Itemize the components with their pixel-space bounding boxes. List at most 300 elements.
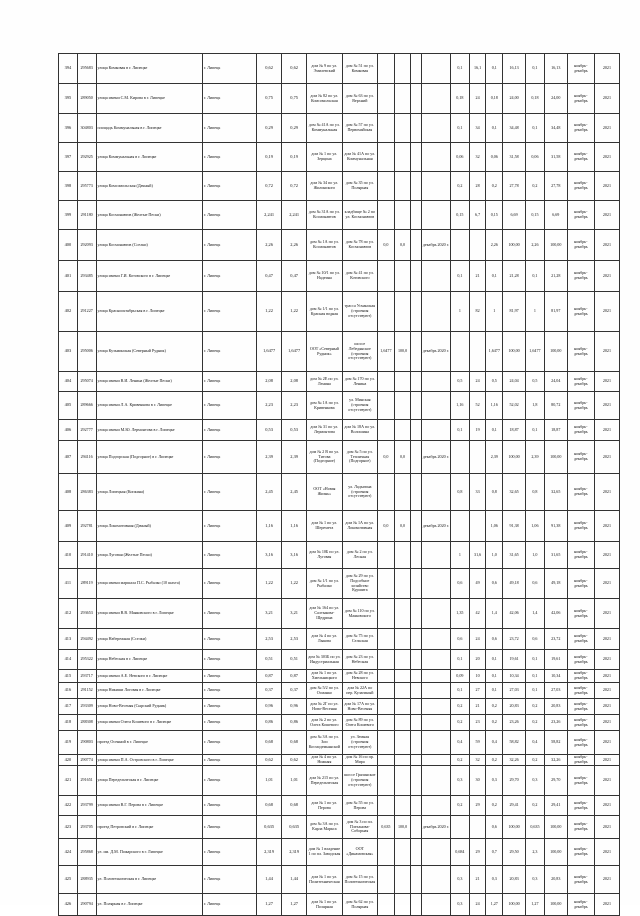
done-date-cell — [421, 292, 450, 332]
table-row — [59, 420, 620, 441]
row-number-cell: 397 — [59, 143, 78, 172]
total-percent-cell: 16,13 — [503, 54, 526, 84]
street-length-cell: 3,16 — [257, 542, 282, 569]
final-percent-cell: 27,78 — [544, 172, 567, 201]
row-number-cell: 402 — [59, 292, 78, 332]
done-date-cell — [421, 261, 450, 292]
street-length-cell: 0,68 — [257, 796, 282, 816]
city-name-cell: г. Липецк — [202, 894, 256, 916]
work-period-cell: ноябрь-декабрь — [567, 114, 594, 143]
done-date-cell — [421, 372, 450, 392]
street-code-cell: 289119 — [77, 569, 96, 599]
street-name-cell: улица Небесная в г. Липецке — [96, 650, 202, 670]
work-period-cell: ноябрь-декабрь — [567, 731, 594, 755]
total-percent-cell: 100,00 — [503, 230, 526, 261]
city-name-cell: г. Липецк — [202, 420, 256, 441]
plan-length-cell: 1,35 — [451, 599, 470, 629]
plan-percent-cell: 30 — [469, 766, 486, 796]
table-row — [59, 392, 620, 420]
city-name-cell: г. Липецк — [202, 114, 256, 143]
work-year-cell: 2021 — [594, 894, 619, 916]
repair-length-cell: 2,319 — [282, 839, 307, 866]
work-year-cell: 2021 — [594, 731, 619, 755]
done-date-cell — [421, 392, 450, 420]
final-percent-cell: 23,72 — [544, 629, 567, 650]
segment-start-cell: дом № 1 по ул. Перова — [307, 796, 342, 816]
spacer-cell — [411, 755, 421, 766]
done-date-cell: декабрь 2020 г. — [421, 230, 450, 261]
row-number-cell: 426 — [59, 894, 78, 916]
city-name-cell: г. Липецк — [202, 599, 256, 629]
total-percent-cell: 91,38 — [503, 511, 526, 542]
street-length-cell: 3,21 — [257, 599, 282, 629]
plan-length-cell — [451, 816, 470, 839]
plan-length-cell: 0,2 — [451, 172, 470, 201]
plan-length-cell: 0,2 — [451, 699, 470, 715]
repair-length-cell: 0,37 — [282, 683, 307, 699]
work-year-cell: 2021 — [594, 172, 619, 201]
plan-length-cell: 0,4 — [451, 731, 470, 755]
done-percent-cell: 0,0 — [394, 511, 411, 542]
street-repair-register-table — [58, 53, 620, 916]
total-length-cell: 0,1 — [486, 114, 503, 143]
street-name-cell: улица имени маршала П.С. Рыбалко (10 шахта) — [96, 569, 202, 599]
street-length-cell: 0,62 — [257, 54, 282, 84]
city-name-cell: г. Липецк — [202, 332, 256, 372]
street-code-cell: 294116 — [77, 441, 96, 474]
plan-length-cell: 0,3 — [451, 866, 470, 894]
segment-start-cell: дом № 34 по ул. Жилинского — [307, 172, 342, 201]
total-length-cell: 0,1 — [486, 650, 503, 670]
done-percent-cell — [394, 766, 411, 796]
row-number-cell: 401 — [59, 261, 78, 292]
final-percent-cell: 31,58 — [544, 143, 567, 172]
spacer-cell — [411, 392, 421, 420]
spacer-cell — [411, 261, 421, 292]
street-length-cell: 1,44 — [257, 866, 282, 894]
street-code-cell: 293309 — [77, 699, 96, 715]
total-length-cell: 0,6 — [486, 629, 503, 650]
segment-end-cell: трасса Усманская (строения отсутствуют) — [342, 292, 377, 332]
spacer-cell — [411, 511, 421, 542]
city-name-cell: г. Липецк — [202, 261, 256, 292]
street-code-cell: 292093 — [77, 230, 96, 261]
total-length-cell: 0,5 — [486, 372, 503, 392]
done-date-cell — [421, 599, 450, 629]
segment-end-cell: дом № 41А по ул. Коммунальная — [342, 143, 377, 172]
segment-end-cell: дом № 35 по ул. Полярная — [342, 172, 377, 201]
work-period-cell: ноябрь-декабрь — [567, 261, 594, 292]
total-percent-cell: 20,83 — [503, 866, 526, 894]
done-percent-cell: 100,0 — [394, 332, 411, 372]
table-row — [59, 699, 620, 715]
street-name-cell: улица Краснооктябрьская в г. Липецке — [96, 292, 202, 332]
row-number-cell: 419 — [59, 731, 78, 755]
segment-end-cell: дом № 29 по ул. Подсобное хозяйство Куршита — [342, 569, 377, 599]
segment-start-cell: дом № 1А по ул. Кривенкова — [307, 392, 342, 420]
work-year-cell: 2021 — [594, 670, 619, 683]
work-period-cell: ноябрь-декабрь — [567, 650, 594, 670]
city-name-cell: г. Липецк — [202, 699, 256, 715]
city-name-cell: г. Липецк — [202, 796, 256, 816]
done-length-cell: 1,6477 — [378, 332, 395, 372]
spacer-cell — [411, 816, 421, 839]
total-length-cell: 1,0 — [486, 542, 503, 569]
segment-end-cell: дом № 22А по пер. Кулагиный — [342, 683, 377, 699]
city-name-cell: г. Липецк — [202, 683, 256, 699]
final-length-cell: 0,1 — [526, 54, 545, 84]
table-row — [59, 650, 620, 670]
spacer-cell — [411, 839, 421, 866]
row-number-cell: 398 — [59, 172, 78, 201]
street-name-cell: улица имени В.В. Маяковского в г. Липецке — [96, 599, 202, 629]
street-code-cell: 290794 — [77, 894, 96, 916]
table-row — [59, 670, 620, 683]
row-number-cell: 425 — [59, 866, 78, 894]
plan-length-cell: 0,3 — [451, 766, 470, 796]
work-year-cell: 2021 — [594, 766, 619, 796]
table-row — [59, 511, 620, 542]
spacer-cell — [411, 670, 421, 683]
final-percent-cell: 100,00 — [544, 332, 567, 372]
repair-length-cell: 0,635 — [282, 816, 307, 839]
row-number-cell: 400 — [59, 230, 78, 261]
final-percent-cell: 29,70 — [544, 766, 567, 796]
segment-start-cell: дом № 31А по ул. Космонавтов — [307, 201, 342, 230]
segment-start-cell: дом № 5/2 по ул. Османко — [307, 683, 342, 699]
row-number-cell: 412 — [59, 599, 78, 629]
plan-length-cell: 1,16 — [451, 392, 470, 420]
spacer-cell — [411, 201, 421, 230]
total-percent-cell: 19,61 — [503, 650, 526, 670]
done-percent-cell — [394, 114, 411, 143]
final-percent-cell: 21,28 — [544, 261, 567, 292]
segment-start-cell: дом № 1 по ул. Политехническая — [307, 866, 342, 894]
street-name-cell: улица имени С.М. Кирова в г. Липецке — [96, 84, 202, 114]
final-length-cell: 0,15 — [526, 201, 545, 230]
street-code-cell: 288935 — [77, 866, 96, 894]
street-code-cell: 304803 — [77, 114, 96, 143]
street-code-cell: 293485 — [77, 261, 96, 292]
street-length-cell: 1,6477 — [257, 332, 282, 372]
total-percent-cell: 24,00 — [503, 84, 526, 114]
street-name-cell: ул. Политехническая в г. Липецке — [96, 866, 202, 894]
done-length-cell — [378, 420, 395, 441]
street-length-cell: 2,26 — [257, 230, 282, 261]
done-date-cell — [421, 650, 450, 670]
work-period-cell: ноябрь-декабрь — [567, 755, 594, 766]
repair-length-cell: 0,68 — [282, 731, 307, 755]
work-period-cell: ноябрь-декабрь — [567, 715, 594, 731]
total-percent-cell: 23,26 — [503, 715, 526, 731]
total-length-cell: 0,6 — [486, 816, 503, 839]
segment-start-cell: дом № 1 владение 1 по пл. Заводская — [307, 839, 342, 866]
work-year-cell: 2021 — [594, 599, 619, 629]
city-name-cell: г. Липецк — [202, 474, 256, 511]
work-period-cell: ноябрь-декабрь — [567, 143, 594, 172]
plan-length-cell: 0,2 — [451, 796, 470, 816]
done-length-cell — [378, 670, 395, 683]
done-length-cell — [378, 766, 395, 796]
repair-length-cell: 0,96 — [282, 699, 307, 715]
segment-start-cell: дом № 3А по ул. Зои Космодемьянской — [307, 731, 342, 755]
street-name-cell: улица Комсомольская (Дачный) — [96, 172, 202, 201]
plan-percent-cell: 21 — [469, 261, 486, 292]
street-name-cell: улица Подгорская (Подгорное) в г. Липецке — [96, 441, 202, 474]
plan-length-cell: 0,1 — [451, 683, 470, 699]
done-length-cell — [378, 372, 395, 392]
final-length-cell: 0,1 — [526, 114, 545, 143]
work-period-cell: ноябрь-декабрь — [567, 670, 594, 683]
work-year-cell: 2021 — [594, 542, 619, 569]
work-year-cell: 2021 — [594, 650, 619, 670]
table-row — [59, 372, 620, 392]
final-length-cell: 0,2 — [526, 755, 545, 766]
segment-start-cell: дом № 3А по ул. Карла Маркса — [307, 816, 342, 839]
segment-end-cell: шоссе Грязинское (строения отсутствуют) — [342, 766, 377, 796]
table-row — [59, 766, 620, 796]
done-date-cell — [421, 683, 450, 699]
segment-start-cell: ООТ «Новая Жизнь» — [307, 474, 342, 511]
done-date-cell — [421, 670, 450, 683]
segment-start-cell: дом № 4 по ул. Лыкова — [307, 629, 342, 650]
total-percent-cell: 29,41 — [503, 796, 526, 816]
table-row — [59, 201, 620, 230]
total-length-cell: 1 — [486, 292, 503, 332]
work-period-cell: ноябрь-декабрь — [567, 699, 594, 715]
done-date-cell — [421, 201, 450, 230]
street-name-cell: улица имени П.А. Островского в г. Липецке — [96, 755, 202, 766]
segment-start-cell: дом № 164 по ул. Салтыкова-Щедрина — [307, 599, 342, 629]
row-number-cell: 407 — [59, 441, 78, 474]
segment-start-cell: дом № 1 по ул. Хмельницкого — [307, 670, 342, 683]
work-period-cell: ноябрь-декабрь — [567, 816, 594, 839]
final-percent-cell: 10,34 — [544, 670, 567, 683]
repair-length-cell: 2,241 — [282, 201, 307, 230]
row-number-cell: 394 — [59, 54, 78, 84]
plan-length-cell: 1 — [451, 292, 470, 332]
row-number-cell: 405 — [59, 392, 78, 420]
city-name-cell: г. Липецк — [202, 392, 256, 420]
plan-length-cell: 1 — [451, 542, 470, 569]
total-length-cell: 0,2 — [486, 796, 503, 816]
total-length-cell: 0,2 — [486, 699, 503, 715]
plan-percent-cell: 24 — [469, 894, 486, 916]
spacer-cell — [411, 372, 421, 392]
street-name-cell: улица Луговая (Желтые Пески) — [96, 542, 202, 569]
repair-length-cell: 0,19 — [282, 143, 307, 172]
total-length-cell: 0,1 — [486, 420, 503, 441]
plan-percent-cell: 6,7 — [469, 201, 486, 230]
done-percent-cell: 0,0 — [394, 441, 411, 474]
total-length-cell: 1,6477 — [486, 332, 503, 372]
street-length-cell: 1,27 — [257, 894, 282, 916]
plan-length-cell — [451, 332, 470, 372]
done-percent-cell — [394, 650, 411, 670]
street-code-cell: 295322 — [77, 650, 96, 670]
final-length-cell: 1,06 — [526, 511, 545, 542]
total-percent-cell: 10,34 — [503, 670, 526, 683]
plan-percent-cell: 24 — [469, 372, 486, 392]
final-length-cell: 0,8 — [526, 474, 545, 511]
segment-end-cell: ул. Земная (строения отсутствуют) — [342, 731, 377, 755]
done-date-cell: декабрь 2020 г. — [421, 332, 450, 372]
street-length-cell: 0,47 — [257, 261, 282, 292]
plan-percent-cell: 33 — [469, 474, 486, 511]
street-name-cell: улица имени В.И. Ленина (Желтые Пески) — [96, 372, 202, 392]
street-length-cell: 0,75 — [257, 84, 282, 114]
work-year-cell: 2021 — [594, 332, 619, 372]
street-code-cell: 290803 — [77, 731, 96, 755]
city-name-cell: г. Липецк — [202, 731, 256, 755]
final-percent-cell: 58,82 — [544, 731, 567, 755]
final-percent-cell: 20,83 — [544, 699, 567, 715]
city-name-cell: г. Липецк — [202, 54, 256, 84]
done-percent-cell — [394, 839, 411, 866]
final-length-cell: 2,39 — [526, 441, 545, 474]
done-length-cell — [378, 699, 395, 715]
segment-end-cell: дом № 89 по ул. Олега Кошевого — [342, 715, 377, 731]
plan-percent-cell: 21 — [469, 866, 486, 894]
spacer-cell — [411, 54, 421, 84]
done-length-cell — [378, 796, 395, 816]
plan-length-cell — [451, 441, 470, 474]
final-percent-cell: 100,00 — [544, 441, 567, 474]
repair-length-cell: 1,27 — [282, 894, 307, 916]
repair-length-cell: 3,21 — [282, 599, 307, 629]
row-number-cell: 403 — [59, 332, 78, 372]
segment-end-cell: дом № 170 по ул. Ленина — [342, 372, 377, 392]
spacer-cell — [411, 699, 421, 715]
work-period-cell: ноябрь-декабрь — [567, 392, 594, 420]
repair-length-cell: 0,72 — [282, 172, 307, 201]
city-name-cell: г. Липецк — [202, 372, 256, 392]
total-length-cell: 0,3 — [486, 766, 503, 796]
done-length-cell — [378, 114, 395, 143]
done-percent-cell: 100,0 — [394, 816, 411, 839]
plan-length-cell: 0,18 — [451, 84, 470, 114]
spacer-cell — [411, 172, 421, 201]
total-percent-cell: 49,18 — [503, 569, 526, 599]
segment-end-cell: дом № 57 по ул. Первомайская — [342, 114, 377, 143]
done-length-cell — [378, 839, 395, 866]
street-length-cell: 0,62 — [257, 755, 282, 766]
city-name-cell: г. Липецк — [202, 715, 256, 731]
street-length-cell: 0,87 — [257, 670, 282, 683]
spacer-cell — [411, 766, 421, 796]
row-number-cell: 406 — [59, 420, 78, 441]
street-length-cell: 1,16 — [257, 511, 282, 542]
final-percent-cell: 100,00 — [544, 230, 567, 261]
done-length-cell — [378, 292, 395, 332]
plan-length-cell — [451, 511, 470, 542]
street-code-cell: 291227 — [77, 292, 96, 332]
work-period-cell: ноябрь-декабрь — [567, 201, 594, 230]
plan-percent-cell: 52 — [469, 392, 486, 420]
table-row — [59, 54, 620, 84]
row-number-cell: 404 — [59, 372, 78, 392]
total-percent-cell: 31,58 — [503, 143, 526, 172]
street-code-cell: 291410 — [77, 542, 96, 569]
street-length-cell: 0,51 — [257, 650, 282, 670]
street-code-cell: 295683 — [77, 54, 96, 84]
segment-start-cell: дом № 1/1 по ул. Рыбалко — [307, 569, 342, 599]
repair-length-cell: 0,62 — [282, 755, 307, 766]
city-name-cell: г. Липецк — [202, 230, 256, 261]
street-length-cell: 0,37 — [257, 683, 282, 699]
plan-length-cell: 0,09 — [451, 670, 470, 683]
work-period-cell: ноябрь-декабрь — [567, 599, 594, 629]
work-period-cell: ноябрь-декабрь — [567, 230, 594, 261]
street-length-cell: 0,19 — [257, 143, 282, 172]
done-date-cell — [421, 84, 450, 114]
street-name-cell: ул. им. Д.М. Пожарского в г. Липецке — [96, 839, 202, 866]
work-period-cell: ноябрь-декабрь — [567, 332, 594, 372]
street-name-cell: улица Передельческая в г. Липецке — [96, 766, 202, 796]
segment-end-cell: кладбище № 2 по ул. Космонавтов — [342, 201, 377, 230]
row-number-cell: 423 — [59, 816, 78, 839]
repair-length-cell: 0,86 — [282, 715, 307, 731]
street-name-cell: улица Комковая в г. Липецке — [96, 54, 202, 84]
street-length-cell: 0,53 — [257, 420, 282, 441]
total-percent-cell: 29,70 — [503, 766, 526, 796]
plan-percent-cell: 59 — [469, 731, 486, 755]
street-length-cell: 2,241 — [257, 201, 282, 230]
done-length-cell — [378, 650, 395, 670]
done-percent-cell — [394, 54, 411, 84]
plan-percent-cell: 27 — [469, 683, 486, 699]
street-length-cell: 0,635 — [257, 816, 282, 839]
final-length-cell: 0,4 — [526, 731, 545, 755]
plan-percent-cell — [469, 332, 486, 372]
street-length-cell: 0,72 — [257, 172, 282, 201]
plan-length-cell: 0,684 — [451, 839, 470, 866]
done-date-cell: декабрь 2020 г. — [421, 816, 450, 839]
final-length-cell: 0,2 — [526, 699, 545, 715]
plan-percent-cell: 49 — [469, 569, 486, 599]
street-length-cell: 1,22 — [257, 569, 282, 599]
total-percent-cell: 52,02 — [503, 392, 526, 420]
plan-percent-cell: 24 — [469, 84, 486, 114]
done-percent-cell — [394, 172, 411, 201]
street-length-cell: 1,22 — [257, 292, 282, 332]
work-period-cell: ноябрь-декабрь — [567, 441, 594, 474]
segment-end-cell: дом № 41 по ул. Котовского — [342, 261, 377, 292]
total-length-cell: 0,2 — [486, 172, 503, 201]
street-code-cell: 295006 — [77, 332, 96, 372]
segment-start-cell: дом № 2 В по ул. Титова (Подгорное) — [307, 441, 342, 474]
table-row — [59, 599, 620, 629]
segment-start-cell: дом № 10/1 по ул. Надеина — [307, 261, 342, 292]
segment-start-cell: дом № 1 по ул. Полярная — [307, 894, 342, 916]
street-length-cell: 0,68 — [257, 731, 282, 755]
final-length-cell: 0,3 — [526, 866, 545, 894]
repair-length-cell: 1,22 — [282, 292, 307, 332]
city-name-cell: г. Липецк — [202, 866, 256, 894]
work-year-cell: 2021 — [594, 230, 619, 261]
done-length-cell — [378, 731, 395, 755]
repair-length-cell: 1,6477 — [282, 332, 307, 372]
total-percent-cell: 100,00 — [503, 441, 526, 474]
final-percent-cell: 42,06 — [544, 599, 567, 629]
street-code-cell: 292781 — [77, 511, 96, 542]
work-year-cell: 2021 — [594, 392, 619, 420]
final-percent-cell: 6,69 — [544, 201, 567, 230]
plan-length-cell: 0,2 — [451, 755, 470, 766]
done-length-cell — [378, 866, 395, 894]
final-length-cell: 0,1 — [526, 670, 545, 683]
repair-length-cell: 2,08 — [282, 372, 307, 392]
